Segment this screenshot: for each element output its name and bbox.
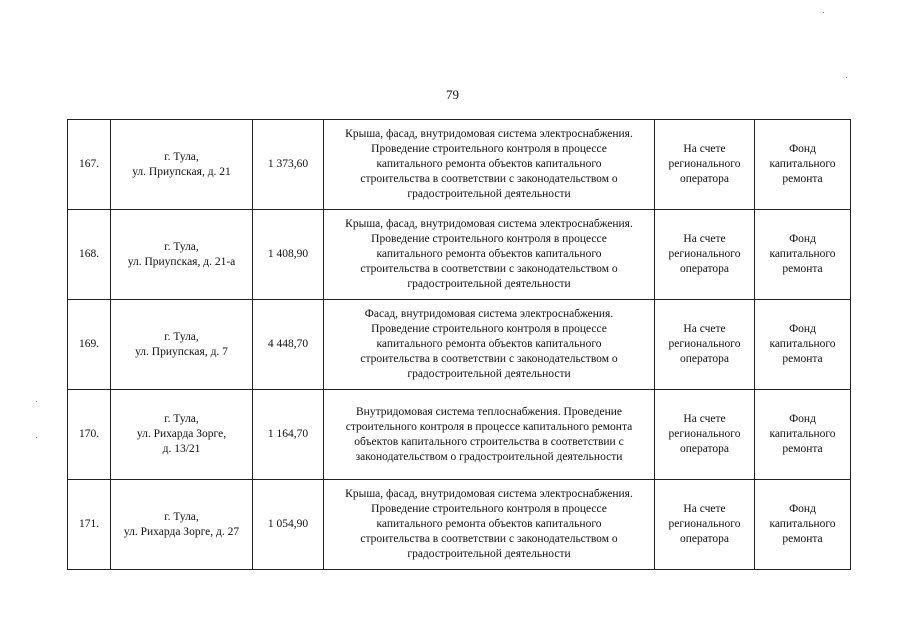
works-line: строительного контроля в процессе капитального ремонта	[345, 420, 633, 433]
account-line: На счете	[683, 143, 726, 155]
account-line: оператора	[679, 443, 730, 455]
source-cell	[755, 300, 851, 390]
works-line: Проведение строительного контроля в процессе	[371, 503, 607, 515]
account-line: оператора	[679, 263, 730, 275]
repair-table-body	[68, 120, 851, 570]
source-line: Фонд	[789, 413, 816, 425]
works-line: Проведение строительного контроля в процессе	[371, 143, 607, 155]
works-line: строительства в соответствии с законодательством о	[360, 173, 618, 185]
address-line: д. 13/21	[162, 443, 201, 455]
works-line: капитального ремонта объектов капитального	[376, 338, 602, 350]
address-line: ул. Приупская, д. 21	[132, 165, 231, 178]
account-cell	[655, 390, 755, 480]
area-cell: 1 054,90	[253, 480, 324, 570]
account-line: На счете	[683, 413, 726, 425]
row-number: 167.	[68, 120, 111, 210]
address-line: ул. Приупская, д. 7	[135, 345, 228, 358]
works-line: капитального ремонта объектов капитального	[376, 158, 602, 170]
account-line: На счете	[683, 503, 726, 515]
works-line: объектов капитального строительства в соответствии с	[354, 435, 624, 448]
address-line: г. Тула,	[164, 510, 199, 523]
works-line: капитального ремонта объектов капитального	[376, 248, 602, 260]
area-cell: 1 164,70	[253, 390, 324, 480]
address-line: г. Тула,	[164, 330, 199, 343]
works-cell	[324, 120, 655, 210]
source-line: Фонд	[789, 143, 816, 155]
address-cell	[111, 300, 253, 390]
table-row	[68, 210, 851, 300]
address-line: г. Тула,	[164, 413, 199, 425]
works-line: строительства в соответствии с законодательством о	[360, 263, 618, 275]
account-line: оператора	[679, 533, 730, 545]
works-line: капитального ремонта объектов капитального	[376, 518, 602, 530]
table-row	[68, 120, 851, 210]
works-line: Внутридомовая система теплоснабжения. Проведение	[356, 405, 622, 418]
account-line: регионального	[668, 338, 741, 350]
works-line: Проведение строительного контроля в процессе	[371, 233, 607, 245]
works-line: градостроительной деятельности	[407, 368, 571, 380]
source-line: капитального	[769, 338, 836, 350]
row-number: 170.	[68, 390, 111, 480]
source-line: капитального	[769, 248, 836, 260]
source-cell	[755, 390, 851, 480]
source-line: ремонта	[782, 263, 823, 275]
works-line: Фасад, внутридомовая система электроснабжения.	[364, 308, 614, 320]
address-line: г. Тула,	[164, 150, 199, 163]
works-line: строительства в соответствии с законодательством о	[360, 353, 618, 365]
works-line: законодательством о градостроительной деятельности	[355, 450, 623, 463]
account-line: оператора	[679, 353, 730, 365]
source-line: капитального	[769, 158, 836, 170]
account-line: оператора	[679, 173, 730, 185]
address-cell	[111, 390, 253, 480]
works-line: Крыша, фасад, внутридомовая система электроснабжения.	[345, 128, 633, 140]
account-line: регионального	[668, 428, 741, 440]
address-cell	[111, 120, 253, 210]
area-cell: 1 373,60	[253, 120, 324, 210]
address-cell	[111, 480, 253, 570]
row-number: 168.	[68, 210, 111, 300]
address-cell	[111, 210, 253, 300]
address-line: г. Тула,	[164, 240, 199, 253]
source-line: Фонд	[789, 233, 816, 245]
scan-speck	[36, 401, 37, 402]
source-line: ремонта	[782, 533, 823, 545]
address-line: ул. Рихарда Зорге, д. 27	[123, 525, 240, 538]
works-cell	[324, 480, 655, 570]
source-line: капитального	[769, 518, 836, 530]
address-line: ул. Приупская, д. 21-а	[127, 255, 236, 268]
source-line: ремонта	[782, 443, 823, 455]
source-cell	[755, 120, 851, 210]
account-line: регионального	[668, 518, 741, 530]
works-cell	[324, 210, 655, 300]
account-cell	[655, 480, 755, 570]
scan-speck	[823, 12, 824, 13]
source-line: Фонд	[789, 503, 816, 515]
row-number: 169.	[68, 300, 111, 390]
account-line: регионального	[668, 248, 741, 260]
source-cell	[755, 210, 851, 300]
scan-speck	[846, 77, 847, 78]
source-line: ремонта	[782, 353, 823, 365]
works-cell	[324, 300, 655, 390]
works-cell	[324, 390, 655, 480]
account-cell	[655, 120, 755, 210]
account-line: На счете	[683, 323, 726, 335]
table-row	[68, 300, 851, 390]
source-line: ремонта	[782, 173, 823, 185]
works-line: Крыша, фасад, внутридомовая система электроснабжения.	[345, 488, 633, 500]
row-number: 171.	[68, 480, 111, 570]
works-line: Крыша, фасад, внутридомовая система электроснабжения.	[345, 218, 633, 230]
works-line: градостроительной деятельности	[407, 548, 571, 560]
account-line: регионального	[668, 158, 741, 170]
page-number: 79	[446, 87, 459, 102]
scan-speck	[36, 437, 37, 438]
works-line: Проведение строительного контроля в процессе	[371, 323, 607, 335]
source-line: Фонд	[789, 323, 816, 335]
account-cell	[655, 210, 755, 300]
account-line: На счете	[683, 233, 726, 245]
table-row	[68, 480, 851, 570]
address-line: ул. Рихарда Зорге,	[136, 428, 227, 440]
repair-table	[67, 119, 851, 570]
area-cell: 4 448,70	[253, 300, 324, 390]
works-line: градостроительной деятельности	[407, 188, 571, 200]
works-line: градостроительной деятельности	[407, 278, 571, 290]
source-cell	[755, 480, 851, 570]
source-line: капитального	[769, 428, 836, 440]
table-row	[68, 390, 851, 480]
area-cell: 1 408,90	[253, 210, 324, 300]
works-line: строительства в соответствии с законодательством о	[360, 533, 618, 545]
account-cell	[655, 300, 755, 390]
